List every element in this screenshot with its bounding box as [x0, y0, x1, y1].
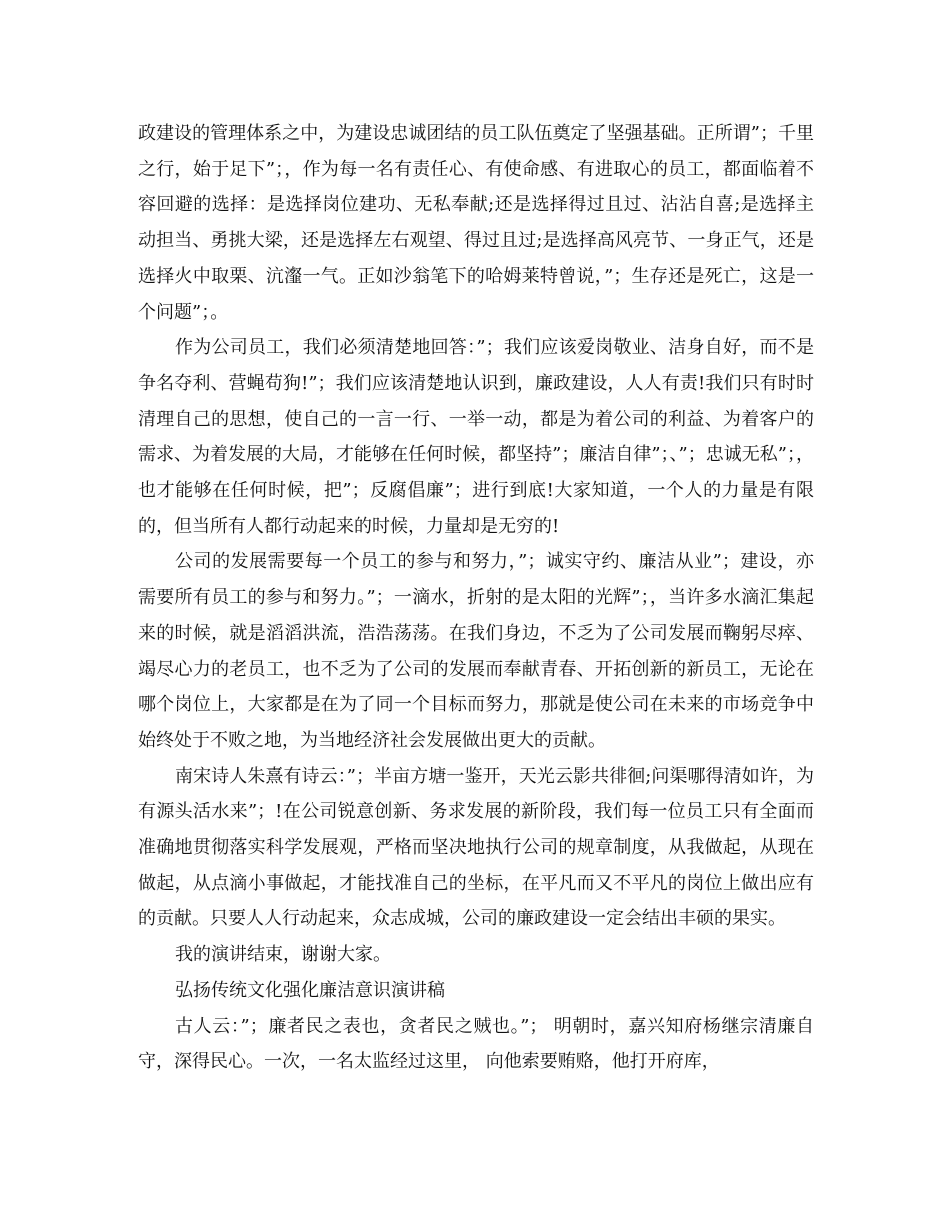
paragraph: 政建设的管理体系之中，为建设忠诚团结的员工队伍奠定了坚强基础。正所谓”；千里之行，始于足下”；，作为每一名有责任心、有使命感、有进取心的员工，都面临着不容回避的选择：是选择岗位建功、无私奉献;还是选择得过且过、沾沾自喜;是选择主动担当、勇挑大梁，还是选择左右观望、得过且过;是选择高风亮节、一身正气，还是选择火中取栗、沆瀣一气。正如沙翁笔下的哈姆莱特曾说，”；生存还是死亡，这是一个问题”；。 [138, 123, 814, 323]
document-body [138, 116, 814, 1080]
paragraph: 作为公司员工，我们必须清楚地回答：”；我们应该爱岗敬业、洁身自好，而不是争名夺利、营蝇苟狗!”；我们应该清楚地认识到，廉政建设，人人有责!我们只有时时清理自己的思想，使自己的一言一行、一举一动，都是为着公司的利益、为着客户的需求、为着发展的大局，才能够在任何时候，都坚持”；廉洁自律”；、”；忠诚无私”；，也才能够在任何时候，把”；反腐倡廉”；进行到底!大家知道，一个人的力量是有限的，但当所有人都行动起来的时候，力量却是无穷的! [138, 337, 814, 537]
paragraph: 公司的发展需要每一个员工的参与和努力，”；诚实守约、廉洁从业”；建设，亦需要所有员工的参与和努力。”；一滴水，折射的是太阳的光辉”；，当许多水滴汇集起来的时候，就是滔滔洪流，浩浩荡荡。在我们身边，不乏为了公司发展而鞠躬尽瘁、竭尽心力的老员工，也不乏为了公司的发展而奉献青春、开拓创新的新员工，无论在哪个岗位上，大家都是在为了同一个目标而努力，那就是使公司在未来的市场竞争中始终处于不败之地，为当地经济社会发展做出更大的贡献。 [138, 551, 814, 751]
paragraph: 南宋诗人朱熹有诗云：”；半亩方塘一鉴开，天光云影共徘徊;问渠哪得清如许，为有源头活水来”；!在公司锐意创新、务求发展的新阶段，我们每一位员工只有全面而准确地贯彻落实科学发展观，严格而坚决地执行公司的规章制度，从我做起，从现在做起，从点滴小事做起，才能找准自己的坐标，在平凡而又不平凡的岗位上做出应有的贡献。只要人人行动起来，众志成城，公司的廉政建设一定会结出丰硕的果实。 [138, 765, 814, 930]
paragraph-closing: 我的演讲结束，谢谢大家。 [175, 944, 391, 966]
section-title: 弘扬传统文化强化廉洁意识演讲稿 [175, 979, 445, 1001]
paragraph: 古人云：”；廉者民之表也，贪者民之贼也。”； 明朝时，嘉兴知府杨继宗清廉自守，深得民心。一次，一名太监经过这里， 向他索要贿赂，他打开府库， [138, 1015, 814, 1073]
